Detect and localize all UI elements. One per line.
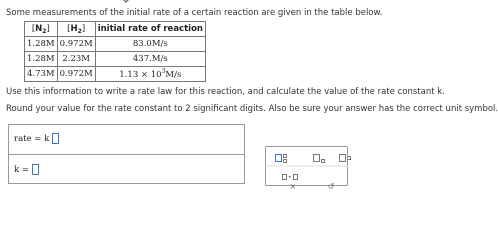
rate-law-input[interactable] — [52, 133, 59, 144]
cell-h2: 0.972M — [57, 67, 95, 82]
cell-rate: 437.M/s — [95, 52, 205, 67]
rate-label: rate = k — [14, 133, 50, 144]
cell-n2: 1.28M — [25, 37, 58, 52]
cell-n2: 4.73M — [25, 67, 58, 82]
instruction-line-1: Use this information to write a rate law for this reaction, and calculate the value of the rate constant k. — [6, 87, 445, 97]
cell-n2: 1.28M — [25, 52, 58, 67]
cell-h2: 0.972M — [57, 37, 95, 52]
rate-table — [24, 21, 206, 82]
table-row — [25, 67, 206, 82]
header-n2: $[N_2]$ — [25, 22, 58, 37]
undo-button[interactable] — [324, 181, 338, 191]
divider — [9, 154, 244, 155]
table-header-row — [25, 22, 206, 37]
close-icon: × — [289, 181, 297, 191]
header-rate: initial rate of reaction — [95, 22, 205, 37]
cell-h2: 2.23M — [57, 52, 95, 67]
chevron-down-icon[interactable] — [120, 0, 132, 6]
rate-constant-input[interactable] — [32, 164, 39, 175]
table-row — [25, 52, 206, 67]
intro-text: Some measurements of the initial rate of a certain reaction are given in the table below. — [6, 8, 383, 18]
cell-rate: $1.13 \times 10^3M/s$ — [95, 67, 205, 82]
k-label: k = — [14, 164, 29, 175]
instruction-line-2: Round your value for the rate constant to 2 significant digits. Also be sure your answer has the correct unit symbol. — [6, 104, 498, 114]
rate-law-row — [14, 133, 59, 144]
rate-constant-row — [14, 164, 39, 175]
clear-button[interactable] — [286, 181, 300, 191]
multiply-dot-button[interactable]: • — [282, 170, 298, 184]
cell-rate: 83.0M/s — [95, 37, 205, 52]
table-row — [25, 37, 206, 52]
toolbar-frame — [265, 146, 348, 186]
undo-icon: ↺ — [327, 181, 335, 191]
answer-panel — [8, 124, 245, 184]
header-h2: $[H_2]$ — [57, 22, 95, 37]
